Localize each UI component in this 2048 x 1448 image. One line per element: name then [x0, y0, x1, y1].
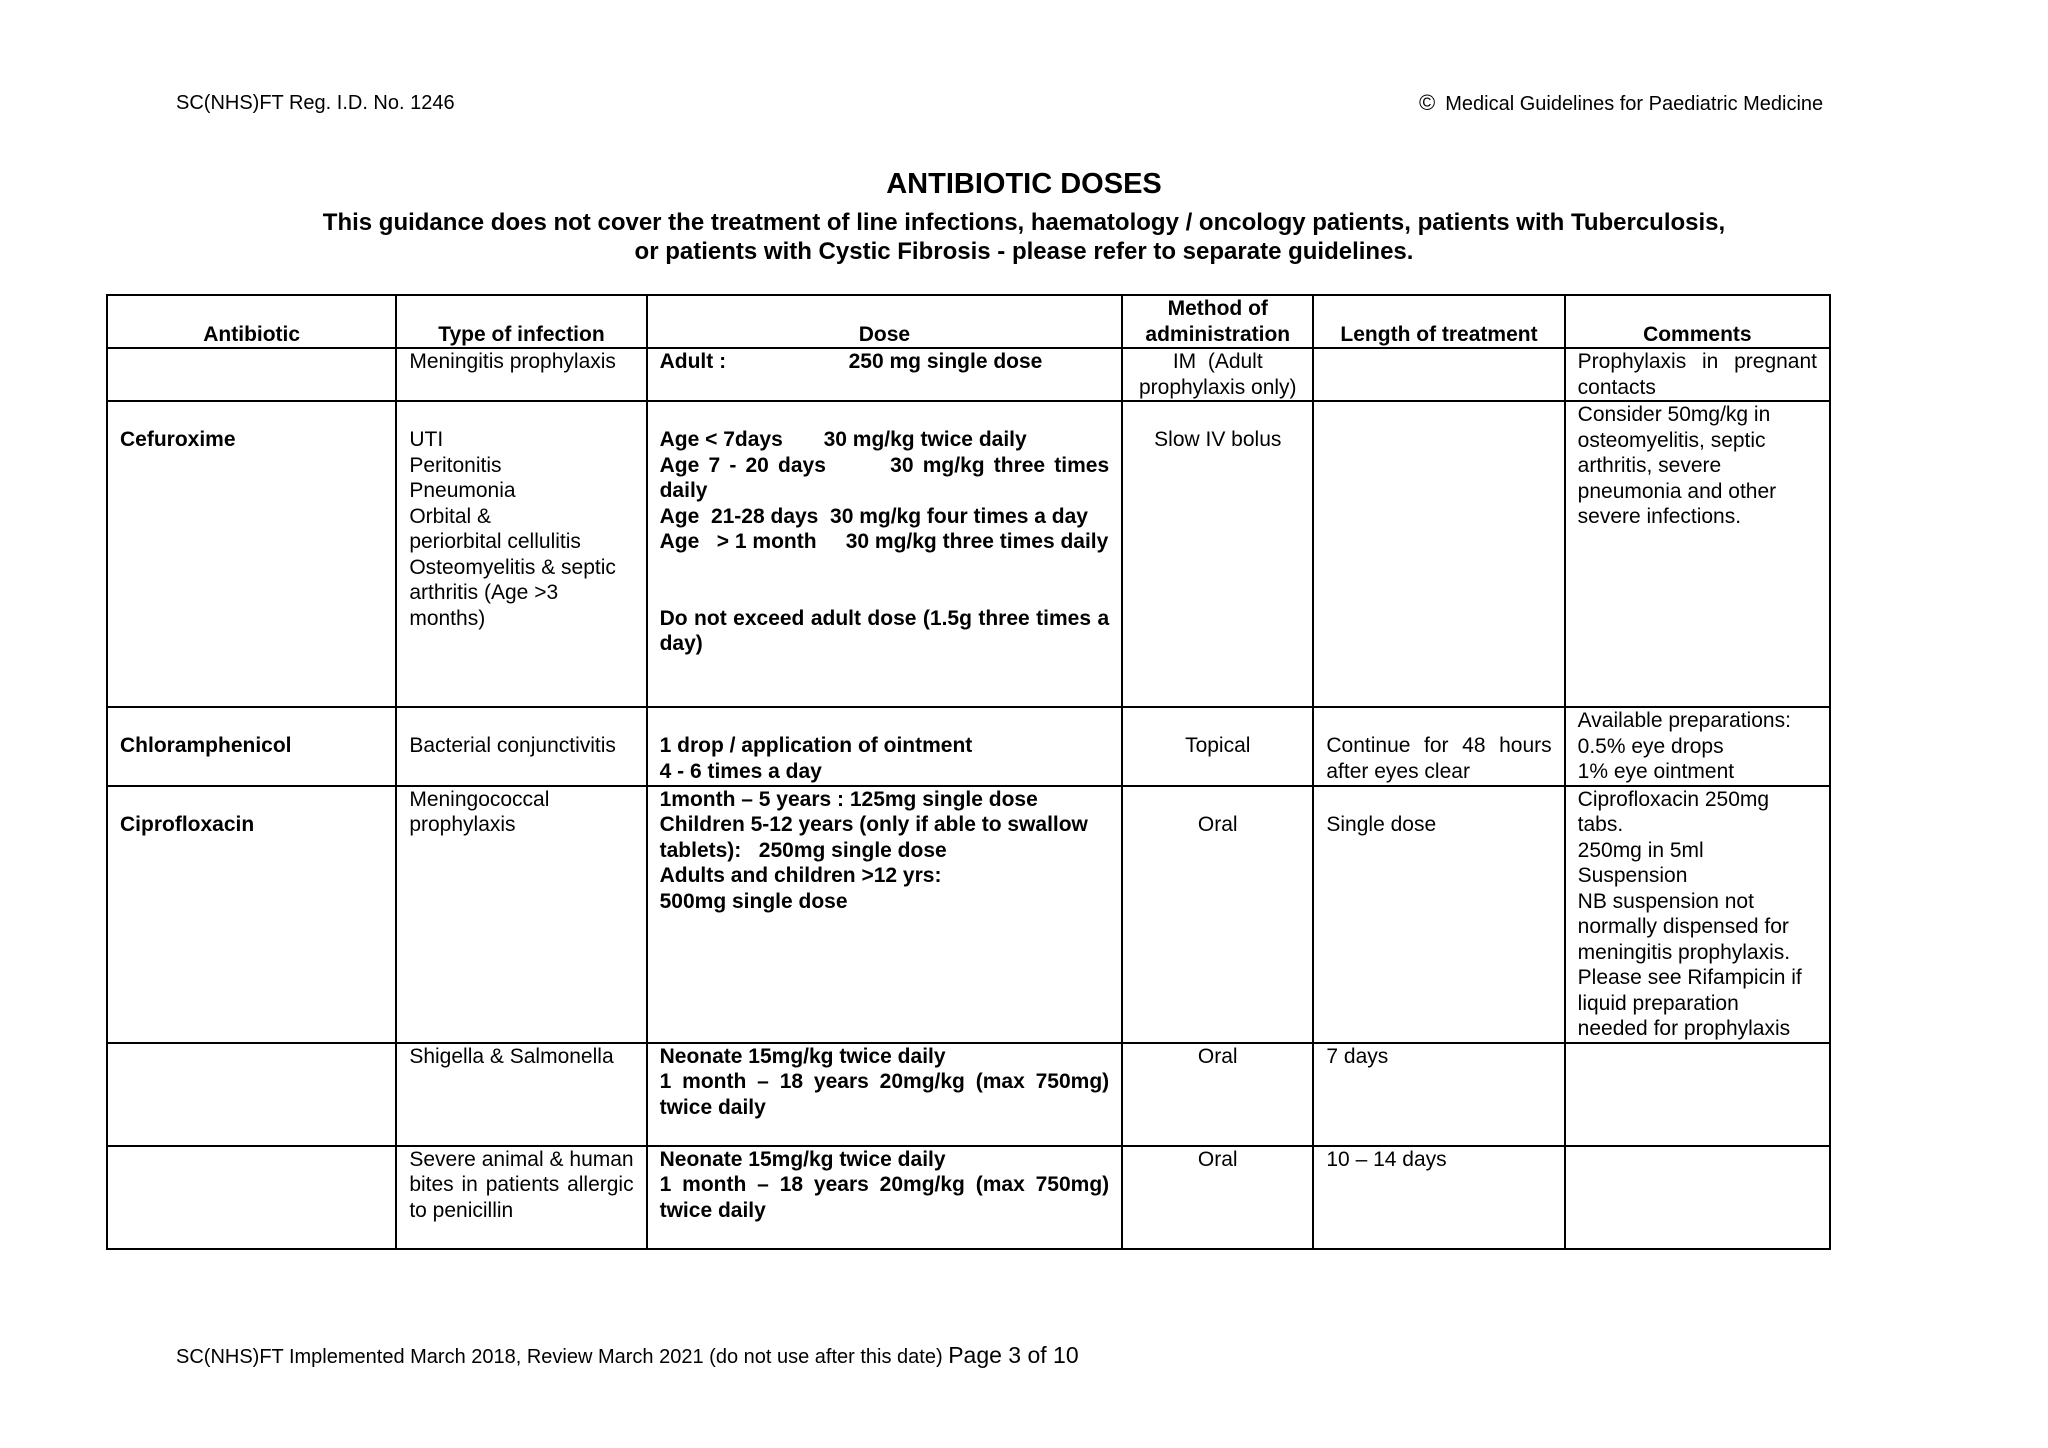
table-row — [107, 1043, 1830, 1146]
comment-line: NB suspension not — [1577, 889, 1754, 913]
cell-dose — [647, 1146, 1123, 1249]
comment-line: normally dispensed for — [1577, 915, 1789, 938]
dose-line: 1month – 5 years : 125mg single dose — [659, 787, 1038, 811]
cell-type — [396, 707, 646, 786]
type-line: Orbital & — [409, 504, 492, 528]
dose-line: 1 month – 18 years 20mg/kg (max 750mg) twice daily — [659, 1070, 1115, 1119]
type-line: arthritis (Age >3 — [409, 581, 559, 604]
cell-comments — [1565, 348, 1830, 401]
footer-text: SC(NHS)FT Implemented March 2018, Review March 2021 (do not use after this date) — [176, 1346, 943, 1368]
cell-antibiotic: Chloramphenicol — [107, 707, 396, 786]
type-line: months) — [409, 606, 486, 630]
dose-line: Age 7 - 20 days 30 mg/kg three times daily — [659, 453, 1115, 502]
cell-type — [396, 786, 646, 1043]
cell-type — [396, 348, 646, 401]
page-subtitle — [0, 208, 2048, 266]
cell-method — [1122, 786, 1313, 1043]
method-line: Oral — [1197, 812, 1238, 836]
header-registration-id: SC(NHS)FT Reg. I.D. No. 1246 — [176, 92, 455, 114]
cell-length — [1313, 1146, 1564, 1249]
table-row — [107, 348, 1830, 401]
method-line: Oral — [1197, 1044, 1238, 1068]
comment-line: arthritis, severe — [1577, 454, 1722, 477]
cell-comments — [1565, 786, 1830, 1043]
dose-note: Do not exceed adult dose (1.5g three times a day) — [659, 606, 1115, 655]
comment-line: 0.5% eye drops — [1577, 734, 1724, 758]
table-row — [107, 1146, 1830, 1249]
cell-comments — [1565, 1043, 1830, 1146]
cell-length — [1313, 348, 1564, 401]
header-guideline-title — [1419, 90, 1823, 116]
dose-line: Children 5-12 years (only if able to swallow tablets): 250mg single dose — [659, 813, 1094, 862]
cell-antibiotic — [107, 348, 396, 401]
cell-dose — [647, 786, 1123, 1043]
method-line: prophylaxis only) — [1138, 375, 1297, 399]
cell-dose — [647, 348, 1123, 401]
dose-line: Neonate 15mg/kg twice daily — [659, 1147, 946, 1171]
type-line: prophylaxis — [409, 813, 516, 836]
cell-type — [396, 1043, 646, 1146]
method-line: Topical — [1185, 734, 1251, 757]
cell-dose — [647, 401, 1123, 707]
table-row — [107, 707, 1830, 786]
copyright-symbol: © — [1419, 90, 1436, 115]
type-line: UTI — [409, 428, 444, 451]
cell-length — [1313, 707, 1564, 786]
cell-antibiotic — [107, 1043, 396, 1146]
length-text: Continue for 48 hours after eyes clear — [1326, 734, 1552, 783]
cell-method — [1122, 707, 1313, 786]
comment-line: liquid preparation — [1577, 991, 1739, 1015]
antibiotic-doses-table — [106, 294, 1831, 1250]
header-comments: Comments — [1565, 295, 1830, 348]
header-method — [1122, 295, 1313, 348]
cell-antibiotic — [107, 1146, 396, 1249]
type-line: Osteomyelitis & septic — [409, 555, 616, 579]
comment-line: Suspension — [1577, 864, 1688, 887]
dose-line: 1 drop / application of ointment — [659, 734, 973, 757]
header-length-of-treatment: Length of treatment — [1313, 295, 1564, 348]
comment-line: Consider 50mg/kg in — [1577, 403, 1771, 426]
type-line: Pneumonia — [409, 479, 516, 502]
comment-line: severe infections. — [1577, 505, 1742, 528]
comment-line: pneumonia and other — [1577, 479, 1777, 503]
cell-comments — [1565, 1146, 1830, 1249]
comment-line: Please see Rifampicin if — [1577, 966, 1802, 989]
cell-length — [1313, 401, 1564, 707]
dose-line: Age < 7days 30 mg/kg twice daily — [659, 428, 1027, 451]
comment-line: 250mg in 5ml — [1577, 838, 1704, 862]
comment-line: needed for prophylaxis — [1577, 1017, 1791, 1040]
comment-line: osteomyelitis, septic — [1577, 428, 1766, 452]
type-line: Peritonitis — [409, 453, 502, 477]
page-footer — [176, 1342, 1079, 1369]
dose-line: 1 month – 18 years 20mg/kg (max 750mg) twice daily — [659, 1173, 1115, 1222]
cell-type — [396, 401, 646, 707]
comment-line: Available preparations: — [1577, 709, 1791, 732]
cell-antibiotic: Ciprofloxacin — [107, 786, 396, 1043]
dose-line: 4 - 6 times a day — [659, 759, 822, 783]
cell-dose — [647, 707, 1123, 786]
dose-line: Adults and children >12 yrs: — [659, 864, 942, 887]
comment-line: meningitis prophylaxis. — [1577, 940, 1791, 964]
cell-method — [1122, 1043, 1313, 1146]
cell-method — [1122, 401, 1313, 707]
cell-comments — [1565, 707, 1830, 786]
header-type-of-infection: Type of infection — [396, 295, 646, 348]
type-line: Meningitis prophylaxis — [409, 350, 616, 373]
method-line: Oral — [1197, 1147, 1238, 1171]
length-text: 10 – 14 days — [1326, 1147, 1447, 1171]
dose-line: Age > 1 month 30 mg/kg three times daily — [659, 530, 1109, 553]
method-line: Slow IV bolus — [1154, 428, 1282, 451]
comment-line: Ciprofloxacin 250mg — [1577, 787, 1770, 811]
dose-line: Age 21-28 days 30 mg/kg four times a day — [659, 504, 1088, 528]
dose-spacer — [660, 555, 1110, 606]
comment-line: Prophylaxis in pregnant contacts — [1577, 350, 1817, 399]
type-line: Severe animal & human bites in patients allergic to penicillin — [409, 1147, 634, 1222]
cell-method — [1122, 348, 1313, 401]
comment-line: 1% eye ointment — [1577, 760, 1735, 783]
length-text: 7 days — [1326, 1044, 1389, 1068]
subtitle-line-2: or patients with Cystic Fibrosis - please refer to separate guidelines. — [634, 238, 1414, 265]
type-line: periorbital cellulitis — [409, 530, 581, 553]
dose-line: Neonate 15mg/kg twice daily — [659, 1044, 946, 1068]
type-line: Meningococcal — [409, 787, 550, 811]
cell-length — [1313, 786, 1564, 1043]
header-method-line-2: administration — [1145, 322, 1291, 346]
header-method-line-1: Method of — [1167, 297, 1268, 320]
header-right-text: Medical Guidelines for Paediatric Medicine — [1445, 93, 1824, 115]
type-line: Shigella & Salmonella — [409, 1044, 614, 1068]
page-title: ANTIBIOTIC DOSES — [886, 168, 1162, 200]
dose-line: 500mg single dose — [659, 889, 848, 913]
table-header-row — [107, 295, 1830, 348]
table-row — [107, 401, 1830, 707]
cell-comments — [1565, 401, 1830, 707]
header-antibiotic: Antibiotic — [107, 295, 396, 348]
subtitle-line-1: This guidance does not cover the treatment of line infections, haematology / oncology patients, patients with Tuberculosis, — [322, 209, 1726, 236]
cell-method — [1122, 1146, 1313, 1249]
length-text: Single dose — [1326, 812, 1437, 836]
type-line: Bacterial conjunctivitis — [409, 734, 616, 757]
page-number: Page 3 of 10 — [948, 1342, 1079, 1368]
cell-type — [396, 1146, 646, 1249]
table-row — [107, 786, 1830, 1043]
cell-dose — [647, 1043, 1123, 1146]
method-line: IM (Adult — [1172, 350, 1263, 373]
cell-antibiotic: Cefuroxime — [107, 401, 396, 707]
header-dose: Dose — [647, 295, 1123, 348]
comment-line: tabs. — [1577, 813, 1624, 836]
dose-line: Adult : 250 mg single dose — [659, 350, 1043, 373]
cell-length — [1313, 1043, 1564, 1146]
